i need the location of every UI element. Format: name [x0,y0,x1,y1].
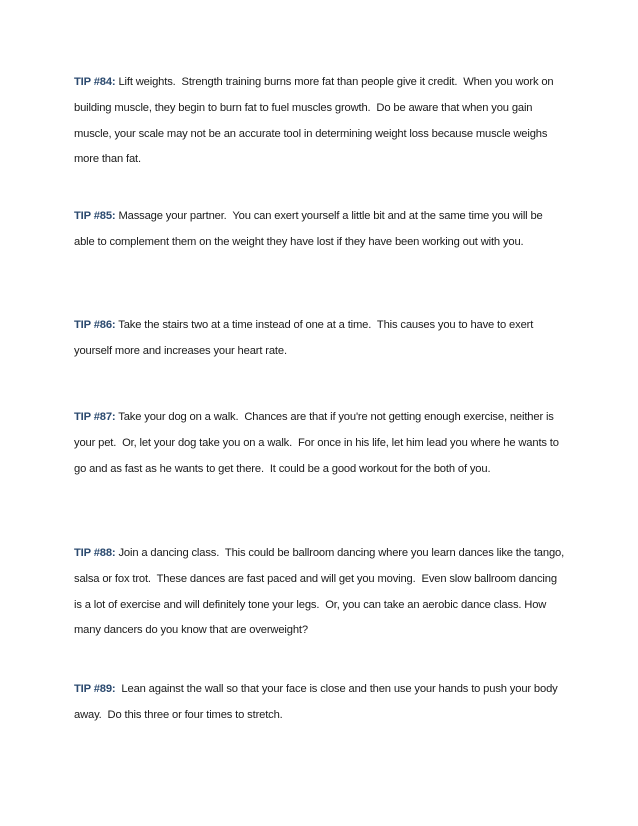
tip-label: TIP #84: [74,76,116,88]
tip-label: TIP #85: [74,210,116,222]
tip-label: TIP #88: [74,547,116,559]
tip-label: TIP #89: [74,683,116,695]
tip-label: TIP #87: [74,411,116,423]
tip-text: Lift weights. Strength training burns more fat than people give it credit. When you work on building muscle, they begin to burn fat to fuel muscles growth. Do be aware that when you gain muscle, your scale may not be an accurate tool in determining weight loss because muscle weighs more than fat. [74,76,557,166]
tip-text: Join a dancing class. This could be ballroom dancing where you learn dances like the tango, salsa or fox trot. These dances are fast paced and will get you moving. Even slow ballroom dancing is a lot of exercise and will definitely tone your legs. Or, you can take an aerobic dance class. How many dancers do you know that are overweight? [74,547,568,637]
tip-label: TIP #86: [74,319,116,331]
tip-paragraph-85 [74,204,566,256]
tip-text: Take the stairs two at a time instead of one at a time. This causes you to have to exert yourself more and increases your heart rate. [74,319,537,357]
tip-paragraph-88 [74,541,566,644]
tip-paragraph-87 [74,405,566,482]
tip-paragraph-86 [74,313,566,365]
tip-text: Massage your partner. You can exert yourself a little bit and at the same time you will be able to complement them on the weight they have lost if they have been working out with you. [74,210,546,248]
tip-text: Lean against the wall so that your face is close and then use your hands to push your body away. Do this three or four times to stretch. [74,683,561,721]
tip-paragraph-89 [74,677,566,729]
tip-paragraph-84 [74,70,566,173]
tip-text: Take your dog on a walk. Chances are that if you're not getting enough exercise, neither is your pet. Or, let your dog take you on a walk. For once in his life, let him lead you where he wants to go and as fast as he wants to get there. It could be a good workout for the both of you. [74,411,562,475]
